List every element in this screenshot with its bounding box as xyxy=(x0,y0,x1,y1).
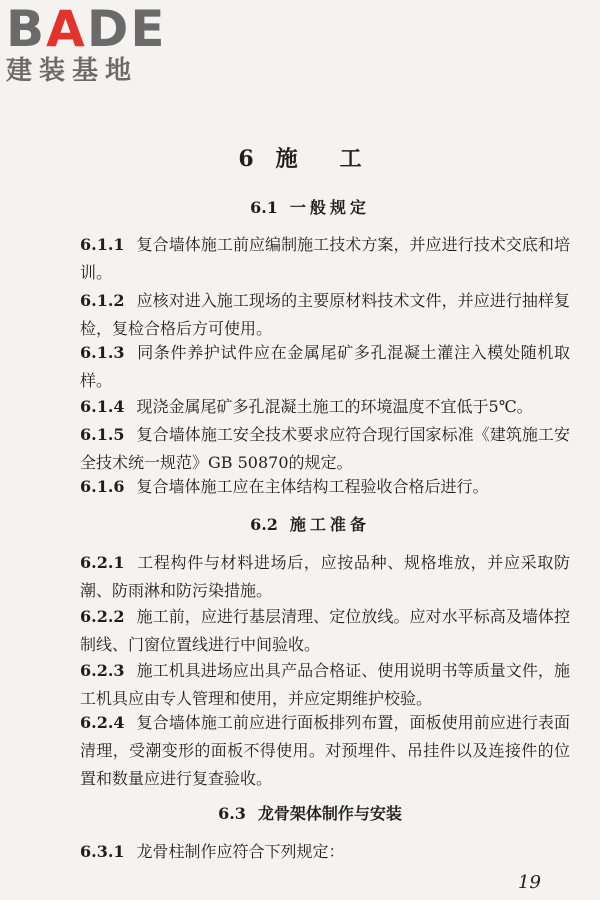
clause-6-3-1: 6.3.1 龙骨柱制作应符合下列规定： xyxy=(80,842,345,861)
clause-6-2-1: 6.2.1 工程构件与材料进场后，应按品种、规格堆放，并应采取防潮、防雨淋和防污染措施。 xyxy=(80,553,570,600)
clause-6-1-2: 6.1.2 应核对进入施工现场的主要原材料技术文件，并应进行抽样复检，复检合格后方可使用。 xyxy=(80,291,570,338)
chapter-title: 6 施 工 xyxy=(238,146,362,172)
clause-6-1-5: 6.1.5 复合墙体施工安全技术要求应符合现行国家标准《建筑施工安全技术统一规范》GB 50870的规定。 xyxy=(80,425,570,472)
section-heading-6-3: 6.3 龙骨架体制作与安装 xyxy=(218,804,402,823)
clause-6-2-2: 6.2.2 施工前，应进行基层清理、定位放线。应对水平标高及墙体控制线、门窗位置线进行中间验收。 xyxy=(80,607,570,654)
logo-wordmark: BADE xyxy=(6,0,167,58)
page-number: 19 xyxy=(518,872,541,893)
clause-6-2-4: 6.2.4 复合墙体施工前应进行面板排列布置，面板使用前应进行表面清理，受潮变形的面板不得使用。对预埋件、吊挂件以及连接件的位置和数量应进行复查验收。 xyxy=(80,713,570,788)
logo xyxy=(6,0,186,86)
clause-6-1-4: 6.1.4 现浇金属尾矿多孔混凝土施工的环境温度不宜低于5℃。 xyxy=(80,397,533,416)
section-heading-6-1: 6.1 一般规定 xyxy=(250,198,370,217)
clause-6-1-6: 6.1.6 复合墙体施工应在主体结构工程验收合格后进行。 xyxy=(80,477,489,496)
section-heading-6-2: 6.2 施工准备 xyxy=(250,515,370,534)
clause-6-2-3: 6.2.3 施工机具进场应出具产品合格证、使用说明书等质量文件，施工机具应由专人管理和使用，并应定期维护校验。 xyxy=(80,661,570,708)
clause-6-1-3: 6.1.3 同条件养护试件应在金属尾矿多孔混凝土灌注入模处随机取样。 xyxy=(80,343,570,390)
clause-6-1-1: 6.1.1 复合墙体施工前应编制施工技术方案，并应进行技术交底和培训。 xyxy=(80,235,570,282)
logo-subtitle: 建装基地 xyxy=(6,56,139,86)
